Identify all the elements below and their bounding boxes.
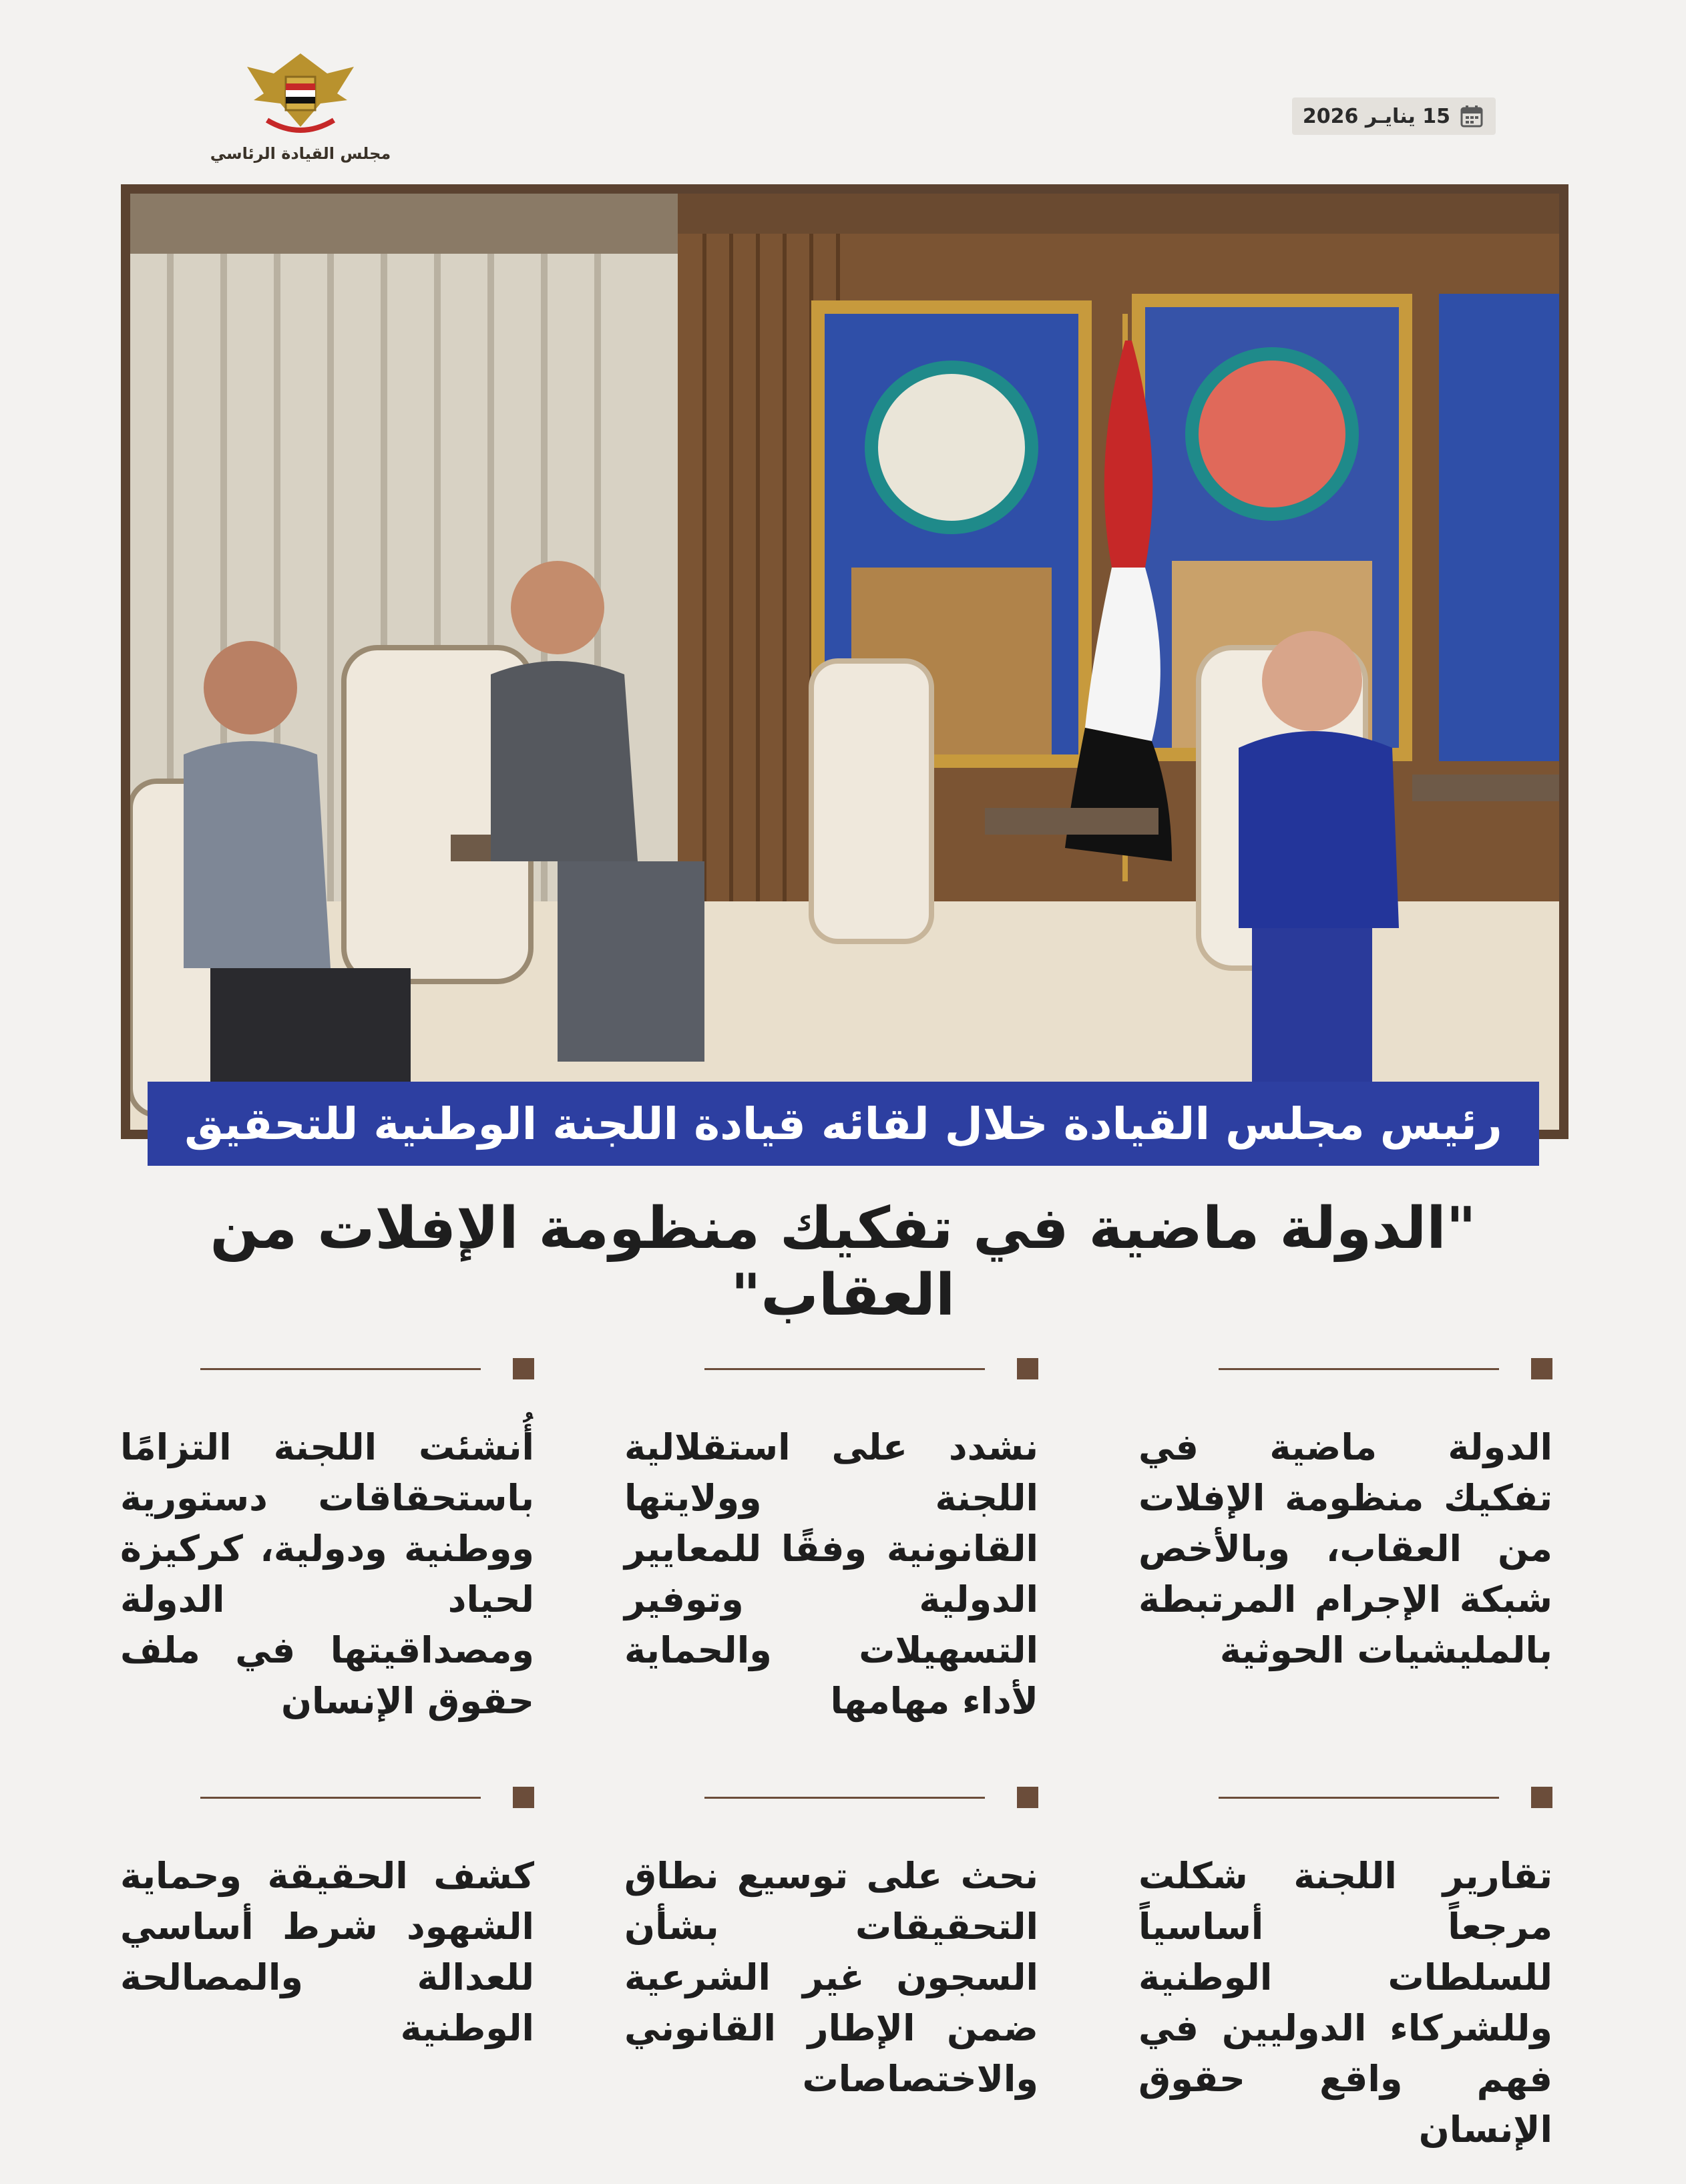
eagle-emblem-icon (234, 47, 367, 140)
photo-caption: رئيس مجلس القيادة خلال لقائه قيادة اللجنة الوطنية للتحقيق (148, 1082, 1539, 1166)
meeting-photo (121, 184, 1568, 1139)
date-badge (1292, 97, 1496, 135)
point-marker (1138, 1784, 1552, 1811)
point-6 (120, 1784, 534, 2118)
point-marker (624, 1355, 1038, 1382)
point-marker (1138, 1355, 1552, 1382)
point-5 (624, 1784, 1038, 2118)
point-4 (1138, 1784, 1552, 2151)
headline-quote: "الدولة ماضية في تفكيك منظومة الإفلات من العقاب" (210, 1195, 1476, 1329)
point-marker (120, 1784, 534, 1811)
point-3 (120, 1355, 534, 1722)
point-marker (624, 1784, 1038, 1811)
meeting-scene-illustration (130, 194, 1559, 1130)
point-text: نحث على توسيع نطاق التحقيقات بشأن السجون غير الشرعية ضمن الإطار القانوني والاختصاصات (624, 1855, 1038, 2100)
point-text: الدولة ماضية في تفكيك منظومة الإفلات من العقاب، وبالأخص شبكة الإجرام المرتبطة بالمليشيات الحوثية (1138, 1426, 1552, 1671)
point-text: كشف الحقيقة وحماية الشهود شرط أساسي للعدالة والمصالحة الوطنية (120, 1855, 534, 2049)
calendar-icon (1460, 104, 1484, 128)
point-text: تقارير اللجنة شكلت مرجعاً أساسياً للسلطات الوطنية وللشركاء الدوليين في فهم واقع حقوق الإنسان (1138, 1855, 1552, 2151)
logo-text: مجلس القيادة الرئاسي (210, 144, 391, 163)
date-text: 15 ينايـر 2026 (1302, 104, 1450, 128)
point-2 (624, 1355, 1038, 1722)
point-text: أُنشئت اللجنة التزامًا باستحقاقات دستورية ووطنية ودولية، كركيزة لحياد الدولة ومصداقيتها في ملف حقوق الإنسان (120, 1426, 534, 1722)
point-1 (1138, 1355, 1552, 1703)
point-marker (120, 1355, 534, 1382)
point-text: نشدد على استقلالية اللجنة وولايتها القانونية وفقًا للمعايير الدولية وتوفير التسهيلات والحماية لأداء مهامها (624, 1426, 1038, 1722)
presidential-council-logo (204, 47, 397, 174)
